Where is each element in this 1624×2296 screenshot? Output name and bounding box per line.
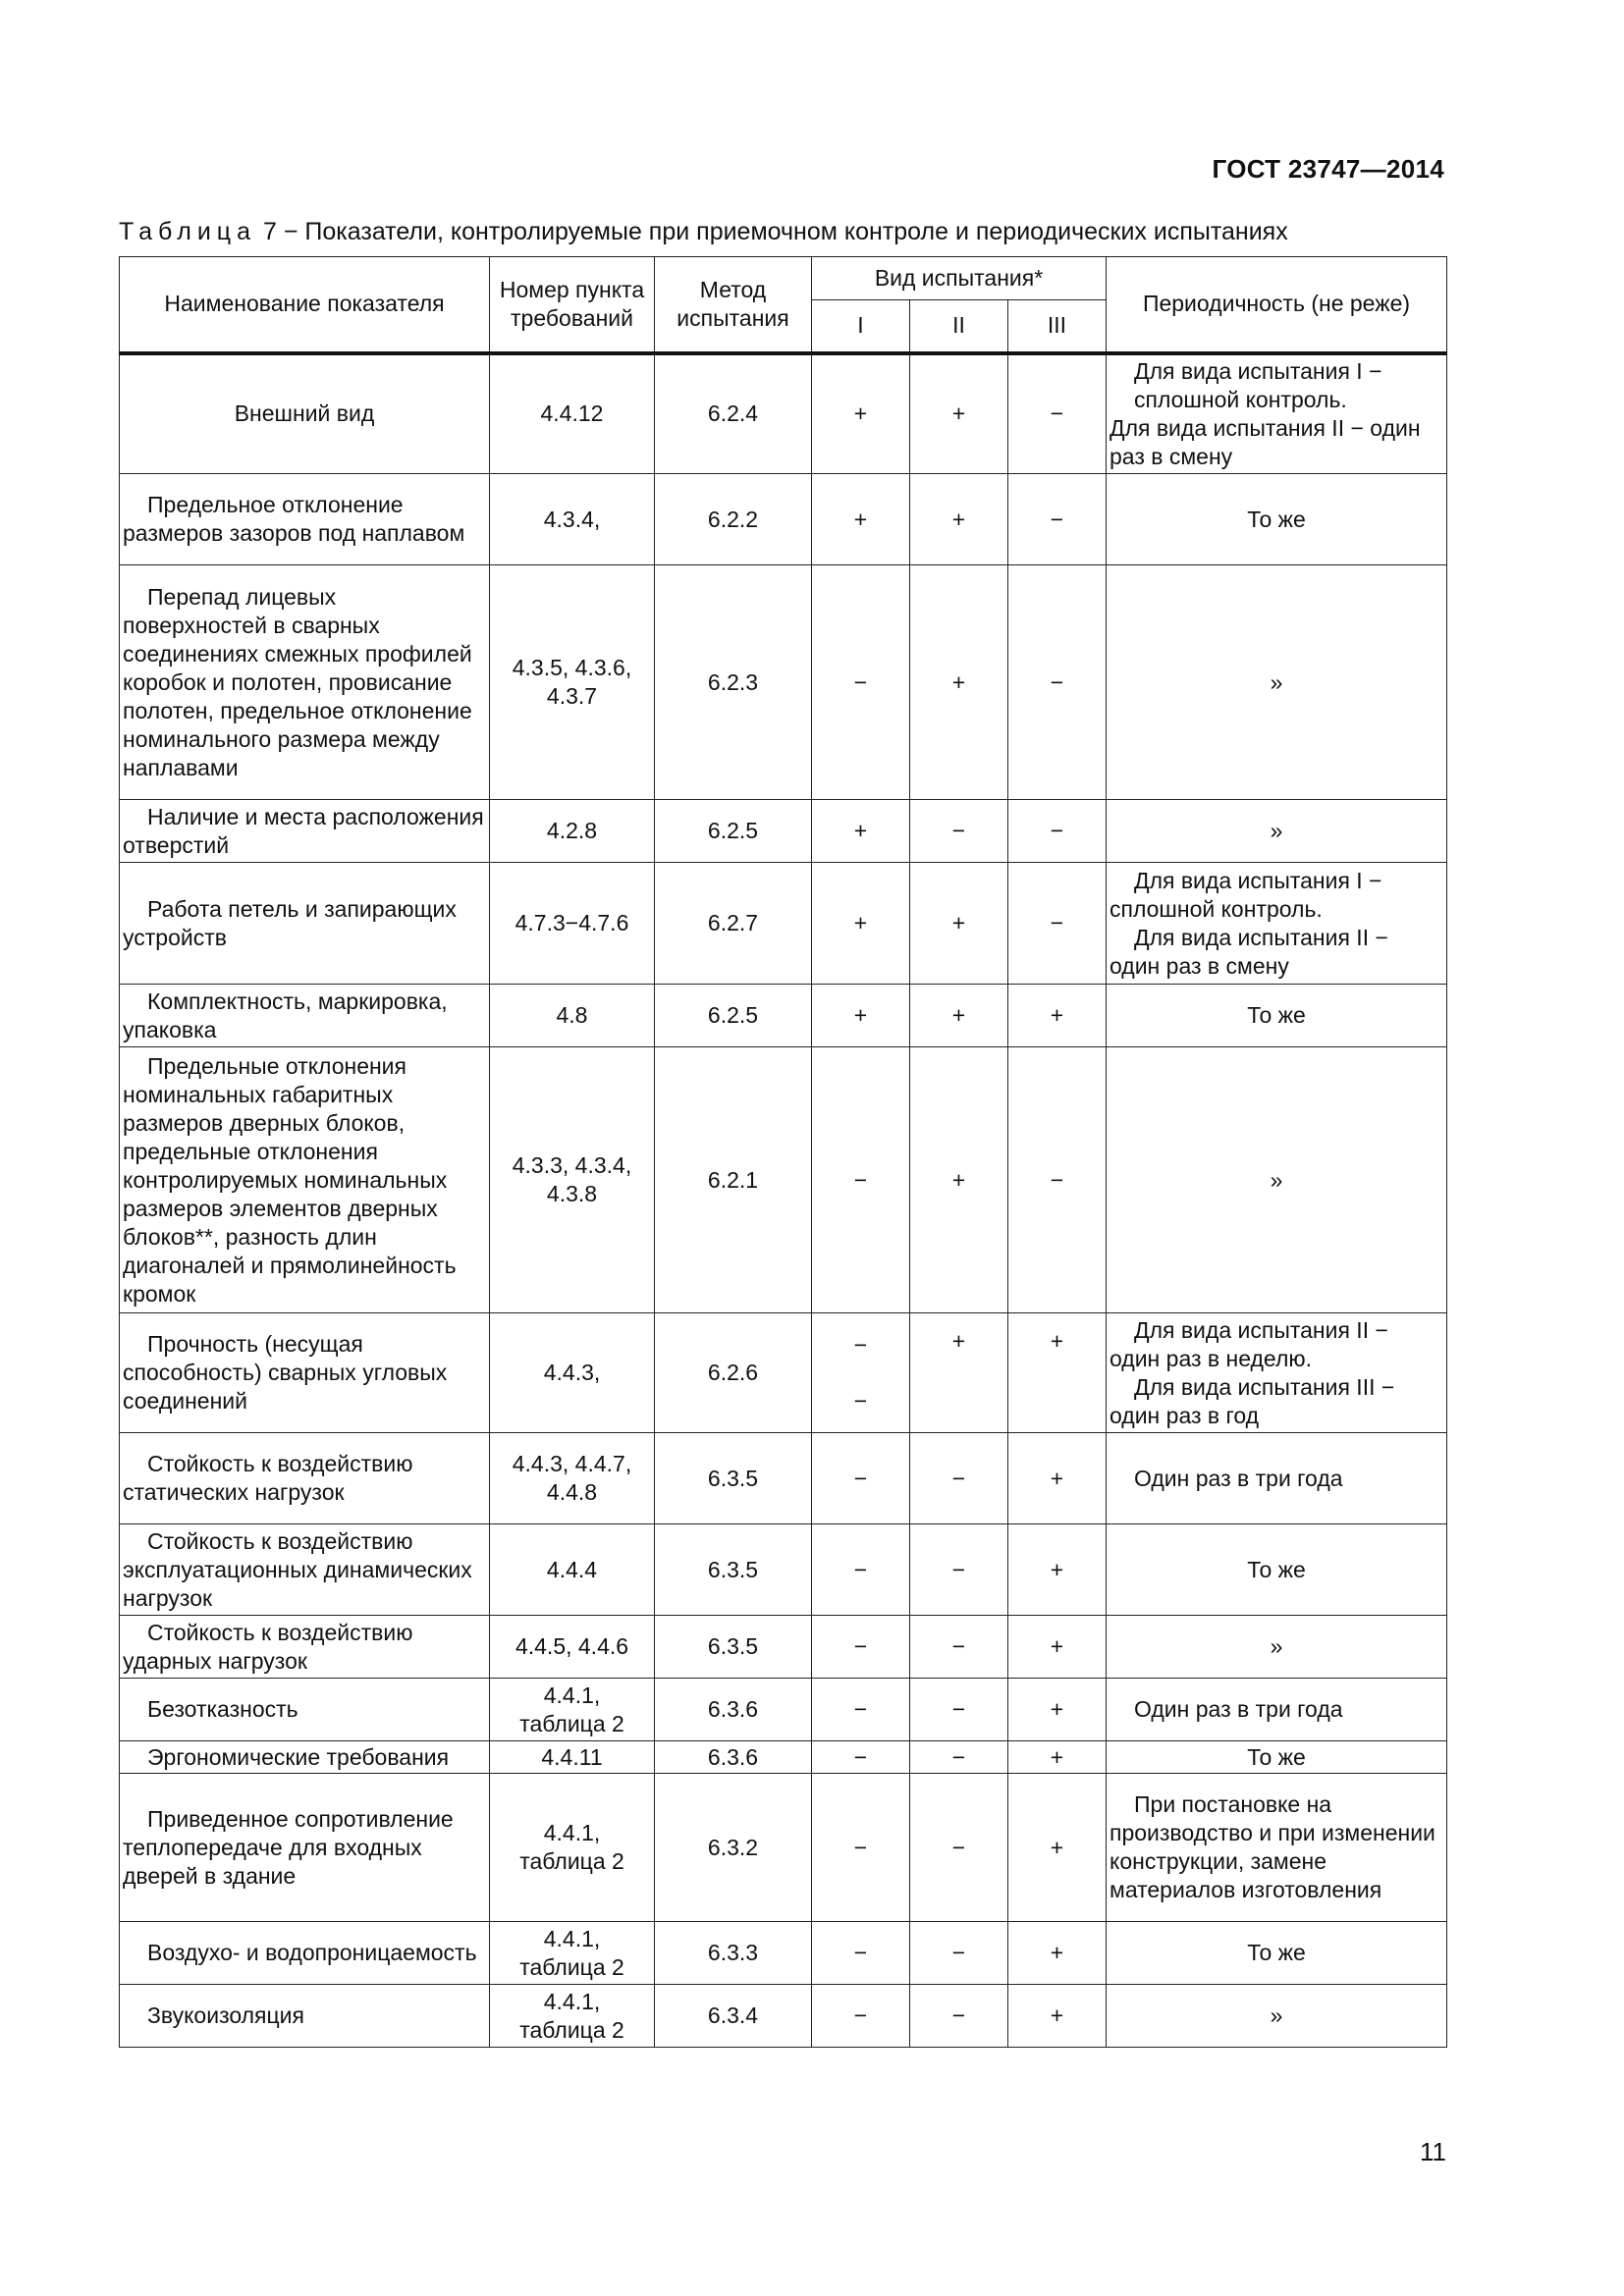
indicator-name-text: Эргономические требования — [147, 1743, 450, 1770]
test-type-3-mark: + — [1008, 1922, 1107, 1985]
test-type-1-mark: − — [812, 1922, 910, 1985]
test-type-1-mark: − — [812, 1985, 910, 2048]
indicator-name-text: Прочность (несущая способность) сварных угловых соединений — [123, 1331, 448, 1414]
table-caption-text: 7 − Показатели, контролируемые при приемочном контроле и периодических испытаниях — [256, 218, 1288, 245]
indicator-name-text: Предельное отклонение размеров зазоров под наплавом — [123, 492, 465, 546]
test-method: 6.2.3 — [655, 565, 812, 800]
requirement-number: 4.7.3−4.7.6 — [490, 863, 655, 985]
header-test-type-1: I — [812, 300, 910, 353]
requirement-number: 4.4.11 — [490, 1741, 655, 1774]
periodicity — [1107, 1433, 1447, 1524]
test-type-1-mark: − — [812, 1679, 910, 1741]
requirement-number: 4.3.4, — [490, 474, 655, 565]
test-method: 6.2.2 — [655, 474, 812, 565]
indicator-name-text: Приведенное сопротивление теплопередаче для входных дверей в здание — [123, 1805, 454, 1889]
table-row — [120, 1741, 1447, 1774]
periodicity-line-2: Для вида испытания II − один раз в смену — [1110, 414, 1421, 469]
table-row — [120, 1313, 1447, 1433]
requirement-number: 4.8 — [490, 985, 655, 1047]
indicator-name-text: Перепад лицевых поверхностей в сварных соединениях смежных профилей коробок и полотен, провисание полотен, предельное отклонение номинального размера между наплавами — [123, 583, 472, 780]
periodicity-line-2: Для вида испытания II − один раз в смену — [1110, 924, 1388, 979]
test-method: 6.3.5 — [655, 1524, 812, 1616]
test-type-1-mark: − — [812, 565, 910, 800]
indicator-name-text: Работа петель и запирающих устройств — [123, 895, 457, 950]
indicator-name — [120, 1922, 490, 1985]
indicator-name — [120, 565, 490, 800]
test-type-3-mark: − — [1008, 353, 1107, 474]
header-test-type-3: III — [1008, 300, 1107, 353]
header-method: Метод испытания — [655, 257, 812, 353]
indicator-name — [120, 1313, 490, 1433]
test-type-1-mark: − — [812, 1774, 910, 1922]
table-row — [120, 1047, 1447, 1313]
test-type-2-mark: + — [910, 1313, 1008, 1433]
indicator-name — [120, 800, 490, 863]
periodicity: » — [1107, 1985, 1447, 2048]
table-row — [120, 800, 1447, 863]
table-row — [120, 1922, 1447, 1985]
test-type-2-mark: − — [910, 1679, 1008, 1741]
test-method: 6.2.1 — [655, 1047, 812, 1313]
test-method: 6.3.6 — [655, 1679, 812, 1741]
test-type-3-mark: − — [1008, 1047, 1107, 1313]
test-type-2-mark: − — [910, 1741, 1008, 1774]
test-type-2-mark: − — [910, 1985, 1008, 2048]
table-row — [120, 353, 1447, 474]
test-type-1-mark: − — [812, 1433, 910, 1524]
periodicity-text: Один раз в три года — [1134, 1465, 1343, 1491]
indicator-name — [120, 1524, 490, 1616]
test-type-2-mark: − — [910, 1922, 1008, 1985]
periodicity: То же — [1107, 985, 1447, 1047]
indicator-name-text: Стойкость к воздействию ударных нагрузок — [123, 1619, 413, 1674]
test-method: 6.3.3 — [655, 1922, 812, 1985]
test-method: 6.3.5 — [655, 1433, 812, 1524]
periodicity — [1107, 1774, 1447, 1922]
test-type-3-mark: − — [1008, 800, 1107, 863]
test-type-1-mark: + — [812, 474, 910, 565]
table-row — [120, 1774, 1447, 1922]
test-type-3-mark: + — [1008, 1679, 1107, 1741]
test-type-2-mark: − — [910, 800, 1008, 863]
indicator-name — [120, 1985, 490, 2048]
test-type-3-mark: − — [1008, 474, 1107, 565]
indicator-name — [120, 1433, 490, 1524]
header-periodicity: Периодичность (не реже) — [1107, 257, 1447, 353]
table-row — [120, 1616, 1447, 1679]
table-row — [120, 1433, 1447, 1524]
periodicity-line-1: Для вида испытания I − сплошной контроль. — [1110, 867, 1382, 922]
test-method: 6.2.6 — [655, 1313, 812, 1433]
periodicity-line-1: Для вида испытания II − один раз в неделю. — [1110, 1316, 1388, 1371]
table-row — [120, 565, 1447, 800]
indicator-name — [120, 1774, 490, 1922]
periodicity — [1107, 1679, 1447, 1741]
test-type-3-mark: + — [1008, 1741, 1107, 1774]
test-type-2-mark: − — [910, 1433, 1008, 1524]
test-type-1-mark: + — [812, 353, 910, 474]
periodicity: То же — [1107, 474, 1447, 565]
indicator-name — [120, 863, 490, 985]
indicator-name-text: Звукоизоляция — [147, 2002, 304, 2028]
table-row — [120, 863, 1447, 985]
periodicity: » — [1107, 1047, 1447, 1313]
header-test-type: Вид испытания* — [812, 257, 1107, 300]
header-requirement-number: Номер пункта требований — [490, 257, 655, 353]
test-type-2-mark: + — [910, 863, 1008, 985]
page-number: 11 — [1420, 2137, 1446, 2166]
indicator-name-text: Стойкость к воздействию статических нагрузок — [123, 1451, 413, 1505]
test-type-1-mark — [812, 1313, 910, 1433]
test-type-3-mark: + — [1008, 1433, 1107, 1524]
periodicity — [1107, 353, 1447, 474]
periodicity-line-1: Для вида испытания I − сплошной контроль. — [1134, 357, 1382, 412]
indicator-name — [120, 474, 490, 565]
test-method: 6.2.7 — [655, 863, 812, 985]
test-type-2-mark: + — [910, 565, 1008, 800]
test-type-3-mark: − — [1008, 565, 1107, 800]
table-row — [120, 1985, 1447, 2048]
indicator-name — [120, 1616, 490, 1679]
test-type-3-mark: + — [1008, 985, 1107, 1047]
test-method: 6.2.5 — [655, 985, 812, 1047]
test-type-3-mark: + — [1008, 1985, 1107, 2048]
indicator-name — [120, 1679, 490, 1741]
requirement-number: 4.4.1, таблица 2 — [490, 1679, 655, 1741]
periodicity: » — [1107, 1616, 1447, 1679]
table-caption — [119, 218, 1446, 246]
periodicity-text: При постановке на производство и при изменении конструкции, замене материалов изготовления — [1110, 1791, 1435, 1902]
requirement-number: 4.3.3, 4.3.4, 4.3.8 — [490, 1047, 655, 1313]
test-type-2-mark: + — [910, 353, 1008, 474]
requirement-number: 4.4.3, — [490, 1313, 655, 1433]
requirement-number: 4.4.1, таблица 2 — [490, 1774, 655, 1922]
requirement-number: 4.4.1, таблица 2 — [490, 1922, 655, 1985]
indicator-name: Внешний вид — [120, 353, 490, 474]
test-method: 6.3.4 — [655, 1985, 812, 2048]
periodicity-text: Один раз в три года — [1134, 1696, 1343, 1722]
requirement-number: 4.3.5, 4.3.6, 4.3.7 — [490, 565, 655, 800]
requirement-number: 4.4.12 — [490, 353, 655, 474]
indicators-table — [119, 256, 1447, 2048]
requirement-number: 4.4.4 — [490, 1524, 655, 1616]
periodicity: То же — [1107, 1741, 1447, 1774]
test-type-3-mark: + — [1008, 1774, 1107, 1922]
test-type-1-mark: − — [812, 1047, 910, 1313]
indicator-name-text: Стойкость к воздействию эксплуатационных динамических нагрузок — [123, 1527, 472, 1611]
periodicity — [1107, 1313, 1447, 1433]
indicator-name-text: Воздухо- и водопроницаемость — [147, 1940, 477, 1965]
table-row — [120, 1524, 1447, 1616]
table-row — [120, 474, 1447, 565]
test-type-2-mark: − — [910, 1616, 1008, 1679]
test-method: 6.2.4 — [655, 353, 812, 474]
test-type-1-mark: − — [812, 1616, 910, 1679]
indicator-name-text: Предельные отклонения номинальных габаритных размеров дверных блоков, предельные отклонения контролируемых номинальных размеров элементов дверных блоков**, разность длин диагоналей и прямолинейность кромок — [123, 1052, 457, 1307]
test-type-1-mark: − — [812, 1741, 910, 1774]
test-type-1-mark-top: − — [853, 1331, 868, 1358]
test-type-1-mark: + — [812, 800, 910, 863]
periodicity — [1107, 863, 1447, 985]
test-method: 6.3.2 — [655, 1774, 812, 1922]
test-type-2-mark: − — [910, 1774, 1008, 1922]
test-type-3-mark: + — [1008, 1524, 1107, 1616]
header-test-type-2: II — [910, 300, 1008, 353]
test-type-2-mark: − — [910, 1524, 1008, 1616]
test-type-3-mark: + — [1008, 1616, 1107, 1679]
requirement-number: 4.4.5, 4.4.6 — [490, 1616, 655, 1679]
test-method: 6.2.5 — [655, 800, 812, 863]
table-row — [120, 1679, 1447, 1741]
test-type-1-mark-bottom: − — [853, 1387, 868, 1414]
periodicity: То же — [1107, 1524, 1447, 1616]
test-type-2-mark: + — [910, 985, 1008, 1047]
indicator-name — [120, 1741, 490, 1774]
indicator-name — [120, 985, 490, 1047]
table-caption-label: Таблица — [119, 218, 257, 245]
test-type-2-mark: + — [910, 1047, 1008, 1313]
periodicity: То же — [1107, 1922, 1447, 1985]
test-method: 6.3.6 — [655, 1741, 812, 1774]
indicator-name — [120, 1047, 490, 1313]
test-type-2-mark: + — [910, 474, 1008, 565]
requirement-number: 4.4.3, 4.4.7, 4.4.8 — [490, 1433, 655, 1524]
document-code: ГОСТ 23747—2014 — [1212, 154, 1444, 184]
test-type-1-mark: + — [812, 863, 910, 985]
periodicity: » — [1107, 565, 1447, 800]
indicator-name-text: Безотказность — [147, 1696, 298, 1722]
periodicity-line-2: Для вида испытания III − один раз в год — [1110, 1373, 1395, 1428]
indicator-name-text: Комплектность, маркировка, упаковка — [123, 988, 448, 1042]
test-type-3-mark: − — [1008, 863, 1107, 985]
test-type-3-mark: + — [1008, 1313, 1107, 1433]
table-row — [120, 985, 1447, 1047]
test-type-1-mark: + — [812, 985, 910, 1047]
test-type-1-mark: − — [812, 1524, 910, 1616]
test-method: 6.3.5 — [655, 1616, 812, 1679]
requirement-number: 4.4.1, таблица 2 — [490, 1985, 655, 2048]
requirement-number: 4.2.8 — [490, 800, 655, 863]
indicator-name-text: Наличие и места расположения отверстий — [123, 803, 484, 858]
periodicity: » — [1107, 800, 1447, 863]
header-name: Наименование показателя — [120, 257, 490, 353]
